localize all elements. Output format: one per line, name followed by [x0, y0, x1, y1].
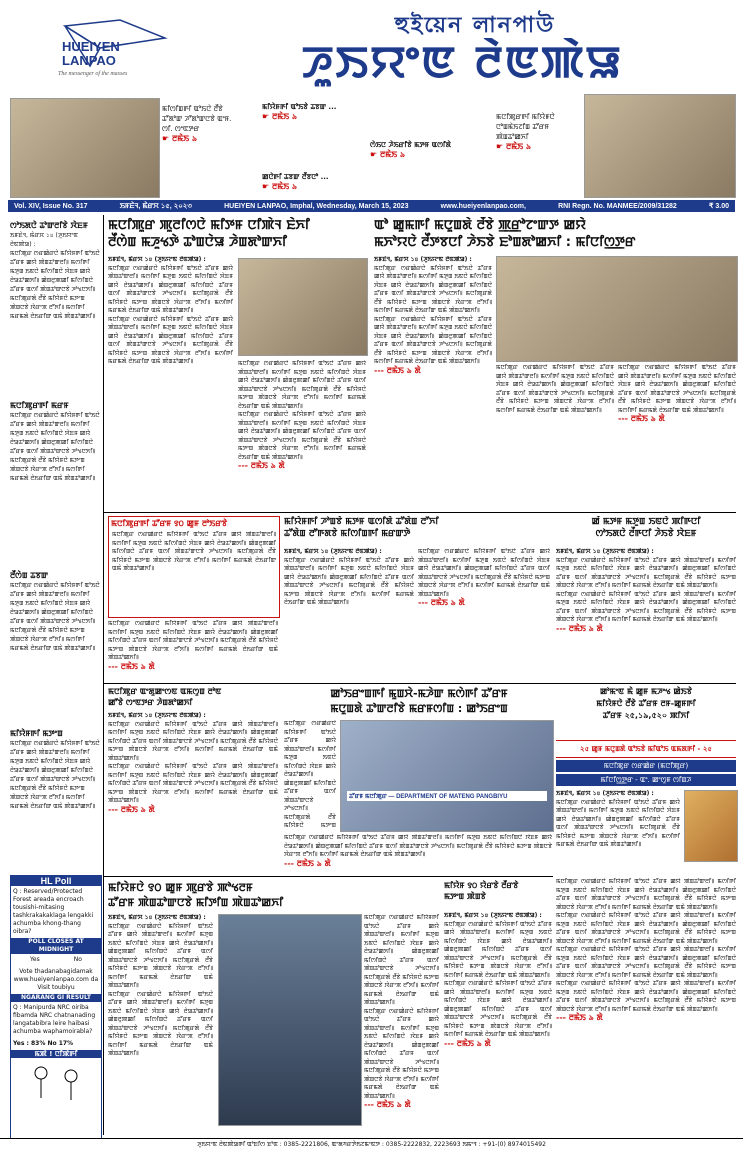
story-7-text: ꯏꯝꯐꯥꯜ, ꯃꯥꯔꯆ ১৪ (ꯍꯨꯏꯌꯦꯟ ꯂꯥꯟꯄꯥꯎ) : ꯃꯅꯤꯄꯨꯔ ꯁꯔꯀꯥꯔꯅꯥ ꯃꯤꯌꯥꯝꯒꯤ ꯑꯣꯏꯅꯥ ꯊꯧꯔꯝ ꯀꯌꯥ ꯄꯥꯡꯊꯣꯛꯂꯤ꯫ ꯃꯁꯤꯒꯤ ꯃꯇꯨꯡ ꯏꯟꯅꯥ ꯃꯤꯁꯤꯡꯅꯥ ꯋꯥꯐꯝ ꯀꯌꯥ ꯂꯥꯎꯊꯣꯀꯈꯤ꯫ ꯀꯥꯡꯂꯨꯄꯀꯤ ꯃꯤꯁꯤꯡꯅꯥ ꯊꯧꯔꯝ ꯑꯁꯤ ꯄꯥꯡꯊꯣꯛꯅꯕꯥ ꯍꯣꯠꯅꯈꯤ꯫ ꯃꯅꯤꯄꯨꯔꯗꯥ ꯂꯩꯕꯥ ꯃꯤꯌꯥꯝꯅꯥ ꯃꯇꯦꯡ ꯄꯥꯡꯅꯕꯥ ꯋꯥꯔꯦꯞ ꯂꯧꯈꯤ꯫ ꯃꯁꯤꯒꯤ ꯃꯔꯃꯗꯥ ꯂꯥꯏꯔꯤꯛ ꯑꯃꯥ ꯄꯥꯡꯊꯣꯀꯈꯤ꯫ ꯃꯅꯤꯄꯨꯔ ꯁꯔꯀꯥꯔꯅꯥ ꯃꯤꯌꯥꯝꯒꯤ ꯑꯣꯏꯅꯥ ꯊꯧꯔꯝ ꯀꯌꯥ ꯄꯥꯡꯊꯣꯛꯂꯤ꯫ ꯃꯁꯤꯒꯤ ꯃꯇꯨꯡ ꯏꯟꯅꯥ ꯃꯤꯁꯤꯡꯅꯥ ꯋꯥꯐꯝ ꯀꯌꯥ ꯂꯥꯎꯊꯣꯀꯈꯤ꯫ ꯀꯥꯡꯂꯨꯄꯀꯤ ꯃꯤꯁꯤꯡꯅꯥ ꯊꯧꯔꯝ ꯑꯁꯤ ꯄꯥꯡꯊꯣꯛꯅꯕꯥ ꯍꯣꯠꯅꯈꯤ꯫ ꯃꯅꯤꯄꯨꯔꯗꯥ ꯂꯩꯕꯥ ꯃꯤꯌꯥꯝꯅꯥ ꯃꯇꯦꯡ ꯄꯥꯡꯅꯕꯥ ꯋꯥꯔꯦꯞ ꯂꯧꯈꯤ꯫ ꯃꯁꯤꯒꯤ ꯃꯔꯃꯗꯥ ꯂꯥꯏꯔꯤꯛ ꯑꯃꯥ ꯄꯥꯡꯊꯣꯀꯈꯤ꯫ --- ꯂꯃꯥꯏ ৯ ꯗꯥ: [108, 712, 278, 814]
story-4-text-b: ꯃꯅꯤꯄꯨꯔ ꯁꯔꯀꯥꯔꯅꯥ ꯃꯤꯌꯥꯝꯒꯤ ꯑꯣꯏꯅꯥ ꯊꯧꯔꯝ ꯀꯌꯥ ꯄꯥꯡꯊꯣꯛꯂꯤ꯫ ꯃꯁꯤꯒꯤ ꯃꯇꯨꯡ ꯏꯟꯅꯥ ꯃꯤꯁꯤꯡꯅꯥ ꯋꯥꯐꯝ ꯀꯌꯥ ꯂꯥꯎꯊꯣꯀꯈꯤ꯫ ꯀꯥꯡꯂꯨꯄꯀꯤ ꯃꯤꯁꯤꯡꯅꯥ ꯊꯧꯔꯝ ꯑꯁꯤ ꯄꯥꯡꯊꯣꯛꯅꯕꯥ ꯍꯣꯠꯅꯈꯤ꯫ ꯃꯅꯤꯄꯨꯔꯗꯥ ꯂꯩꯕꯥ ꯃꯤꯌꯥꯝꯅꯥ ꯃꯇꯦꯡ ꯄꯥꯡꯅꯕꯥ ꯋꯥꯔꯦꯞ ꯂꯧꯈꯤ꯫ ꯃꯁꯤꯒꯤ ꯃꯔꯃꯗꯥ ꯂꯥꯏꯔꯤꯛ ꯑꯃꯥ ꯄꯥꯡꯊꯣꯀꯈꯤ꯫ --- ꯂꯃꯥꯏ ৯ ꯗꯥ: [418, 548, 550, 607]
date-local: ꯏꯝꯐꯥꯜ, ꯃꯥꯔꯆ ১৫, ২০২৩: [119, 203, 192, 210]
sidebar-story-1: ꯁꯣꯏꯗꯅꯥ ꯊꯣꯛꯂꯤꯕꯥ ꯋꯥꯐꯝ ꯏꯝꯐꯥꯜ, ꯃꯥꯔꯆ ১৪ (ꯍꯨꯏꯌꯦꯟ ꯂꯥꯟꯄꯥꯎ) : ꯃꯅꯤꯄꯨꯔ ꯁꯔꯀꯥꯔꯅꯥ ꯃꯤꯌꯥꯝꯒꯤ ꯑꯣꯏꯅꯥ ꯊꯧꯔꯝ ꯀꯌꯥ ꯄꯥꯡꯊꯣꯛꯂꯤ꯫ ꯃꯁꯤꯒꯤ ꯃꯇꯨꯡ ꯏꯟꯅꯥ ꯃꯤꯁꯤꯡꯅꯥ ꯋꯥꯐꯝ ꯀꯌꯥ ꯂꯥꯎꯊꯣꯀꯈꯤ꯫ ꯀꯥꯡꯂꯨꯄꯀꯤ ꯃꯤꯁꯤꯡꯅꯥ ꯊꯧꯔꯝ ꯑꯁꯤ ꯄꯥꯡꯊꯣꯛꯅꯕꯥ ꯍꯣꯠꯅꯈꯤ꯫ ꯃꯅꯤꯄꯨꯔꯗꯥ ꯂꯩꯕꯥ ꯃꯤꯌꯥꯝꯅꯥ ꯃꯇꯦꯡ ꯄꯥꯡꯅꯕꯥ ꯋꯥꯔꯦꯞ ꯂꯧꯈꯤ꯫ ꯃꯁꯤꯒꯤ ꯃꯔꯃꯗꯥ ꯂꯥꯏꯔꯤꯛ ꯑꯃꯥ ꯄꯥꯡꯊꯣꯀꯈꯤ꯫: [10, 221, 100, 320]
story-4-text-a: ꯏꯝꯐꯥꯜ, ꯃꯥꯔꯆ ১৪ (ꯍꯨꯏꯌꯦꯟ ꯂꯥꯟꯄꯥꯎ) : ꯃꯅꯤꯄꯨꯔ ꯁꯔꯀꯥꯔꯅꯥ ꯃꯤꯌꯥꯝꯒꯤ ꯑꯣꯏꯅꯥ ꯊꯧꯔꯝ ꯀꯌꯥ ꯄꯥꯡꯊꯣꯛꯂꯤ꯫ ꯃꯁꯤꯒꯤ ꯃꯇꯨꯡ ꯏꯟꯅꯥ ꯃꯤꯁꯤꯡꯅꯥ ꯋꯥꯐꯝ ꯀꯌꯥ ꯂꯥꯎꯊꯣꯀꯈꯤ꯫ ꯀꯥꯡꯂꯨꯄꯀꯤ ꯃꯤꯁꯤꯡꯅꯥ ꯊꯧꯔꯝ ꯑꯁꯤ ꯄꯥꯡꯊꯣꯛꯅꯕꯥ ꯍꯣꯠꯅꯈꯤ꯫ ꯃꯅꯤꯄꯨꯔꯗꯥ ꯂꯩꯕꯥ ꯃꯤꯌꯥꯝꯅꯥ ꯃꯇꯦꯡ ꯄꯥꯡꯅꯕꯥ ꯋꯥꯔꯦꯞ ꯂꯧꯈꯤ꯫ ꯃꯁꯤꯒꯤ ꯃꯔꯃꯗꯥ ꯂꯥꯏꯔꯤꯛ ꯑꯃꯥ ꯄꯥꯡꯊꯣꯀꯈꯤ꯫: [284, 548, 414, 606]
story-5-text: ꯏꯝꯐꯥꯜ, ꯃꯥꯔꯆ ১৪ (ꯍꯨꯏꯌꯦꯟ ꯂꯥꯟꯄꯥꯎ) : ꯃꯅꯤꯄꯨꯔ ꯁꯔꯀꯥꯔꯅꯥ ꯃꯤꯌꯥꯝꯒꯤ ꯑꯣꯏꯅꯥ ꯊꯧꯔꯝ ꯀꯌꯥ ꯄꯥꯡꯊꯣꯛꯂꯤ꯫ ꯃꯁꯤꯒꯤ ꯃꯇꯨꯡ ꯏꯟꯅꯥ ꯃꯤꯁꯤꯡꯅꯥ ꯋꯥꯐꯝ ꯀꯌꯥ ꯂꯥꯎꯊꯣꯀꯈꯤ꯫ ꯀꯥꯡꯂꯨꯄꯀꯤ ꯃꯤꯁꯤꯡꯅꯥ ꯊꯧꯔꯝ ꯑꯁꯤ ꯄꯥꯡꯊꯣꯛꯅꯕꯥ ꯍꯣꯠꯅꯈꯤ꯫ ꯃꯅꯤꯄꯨꯔꯗꯥ ꯂꯩꯕꯥ ꯃꯤꯌꯥꯝꯅꯥ ꯃꯇꯦꯡ ꯄꯥꯡꯅꯕꯥ ꯋꯥꯔꯦꯞ ꯂꯧꯈꯤ꯫ ꯃꯁꯤꯒꯤ ꯃꯔꯃꯗꯥ ꯂꯥꯏꯔꯤꯛ ꯑꯃꯥ ꯄꯥꯡꯊꯣꯀꯈꯤ꯫ ꯃꯅꯤꯄꯨꯔ ꯁꯔꯀꯥꯔꯅꯥ ꯃꯤꯌꯥꯝꯒꯤ ꯑꯣꯏꯅꯥ ꯊꯧꯔꯝ ꯀꯌꯥ ꯄꯥꯡꯊꯣꯛꯂꯤ꯫ ꯃꯁꯤꯒꯤ ꯃꯇꯨꯡ ꯏꯟꯅꯥ ꯃꯤꯁꯤꯡꯅꯥ ꯋꯥꯐꯝ ꯀꯌꯥ ꯂꯥꯎꯊꯣꯀꯈꯤ꯫ ꯀꯥꯡꯂꯨꯄꯀꯤ ꯃꯤꯁꯤꯡꯅꯥ ꯊꯧꯔꯝ ꯑꯁꯤ ꯄꯥꯡꯊꯣꯛꯅꯕꯥ ꯍꯣꯠꯅꯈꯤ꯫ ꯃꯅꯤꯄꯨꯔꯗꯥ ꯂꯩꯕꯥ ꯃꯤꯌꯥꯝꯅꯥ ꯃꯇꯦꯡ ꯄꯥꯡꯅꯕꯥ ꯋꯥꯔꯦꯞ ꯂꯧꯈꯤ꯫ ꯃꯁꯤꯒꯤ ꯃꯔꯃꯗꯥ ꯂꯥꯏꯔꯤꯛ ꯑꯃꯥ ꯄꯥꯡꯊꯣꯀꯈꯤ꯫ --- ꯂꯃꯥꯏ ৯ ꯗꯥ: [556, 548, 736, 633]
sidebar-story-3: ꯂꯩꯁꯥꯡ ꯊꯕꯛ ꯃꯅꯤꯄꯨꯔ ꯁꯔꯀꯥꯔꯅꯥ ꯃꯤꯌꯥꯝꯒꯤ ꯑꯣꯏꯅꯥ ꯊꯧꯔꯝ ꯀꯌꯥ ꯄꯥꯡꯊꯣꯛꯂꯤ꯫ ꯃꯁꯤꯒꯤ ꯃꯇꯨꯡ ꯏꯟꯅꯥ ꯃꯤꯁꯤꯡꯅꯥ ꯋꯥꯐꯝ ꯀꯌꯥ ꯂꯥꯎꯊꯣꯀꯈꯤ꯫ ꯀꯥꯡꯂꯨꯄꯀꯤ ꯃꯤꯁꯤꯡꯅꯥ ꯊꯧꯔꯝ ꯑꯁꯤ ꯄꯥꯡꯊꯣꯛꯅꯕꯥ ꯍꯣꯠꯅꯈꯤ꯫ ꯃꯅꯤꯄꯨꯔꯗꯥ ꯂꯩꯕꯥ ꯃꯤꯌꯥꯝꯅꯥ ꯃꯇꯦꯡ ꯄꯥꯡꯅꯕꯥ ꯋꯥꯔꯦꯞ ꯂꯧꯈꯤ꯫ ꯃꯁꯤꯒꯤ ꯃꯔꯃꯗꯥ ꯂꯥꯏꯔꯤꯛ ꯑꯃꯥ ꯄꯥꯡꯊꯣꯀꯈꯤ꯫: [10, 571, 100, 652]
teaser-1: ꯃꯤꯁꯤꯡꯒꯤ ꯑꯣꯏꯅꯥ ꯂꯩꯕꯥ ꯊꯧꯗꯣꯛ ꯍꯧꯗꯣꯛꯅꯕꯥ ꯑꯦꯝ. ꯁꯤ. ꯁꯦꯟꯇꯔ ☛ ꯂꯃꯥꯏ ৯: [162, 104, 234, 144]
poll-closes: POLL CLOSES AT MIDNIGHT: [11, 938, 101, 954]
teaser-4: ꯀꯅꯥꯒꯤ ꯊꯕꯛ ꯂꯩꯕꯅꯣ ... ☛ ꯂꯃꯥꯏ ৯: [262, 172, 392, 192]
headline-1: ꯃꯅꯤꯄꯨꯔ ꯄꯨꯂꯤꯁꯅꯥ ꯃꯤꯇꯝ ꯅꯤꯄꯥꯜ ꯐꯥꯈꯤ ꯂꯩꯁꯥꯡ ꯃꯍꯨꯠꯇꯥ ꯊꯣꯡꯅꯥꯎ ꯍꯥꯡꯗꯣꯛꯈꯤ: [108, 218, 310, 250]
info-bar: [8, 200, 735, 212]
story-1-text-b: ꯃꯅꯤꯄꯨꯔ ꯁꯔꯀꯥꯔꯅꯥ ꯃꯤꯌꯥꯝꯒꯤ ꯑꯣꯏꯅꯥ ꯊꯧꯔꯝ ꯀꯌꯥ ꯄꯥꯡꯊꯣꯛꯂꯤ꯫ ꯃꯁꯤꯒꯤ ꯃꯇꯨꯡ ꯏꯟꯅꯥ ꯃꯤꯁꯤꯡꯅꯥ ꯋꯥꯐꯝ ꯀꯌꯥ ꯂꯥꯎꯊꯣꯀꯈꯤ꯫ ꯀꯥꯡꯂꯨꯄꯀꯤ ꯃꯤꯁꯤꯡꯅꯥ ꯊꯧꯔꯝ ꯑꯁꯤ ꯄꯥꯡꯊꯣꯛꯅꯕꯥ ꯍꯣꯠꯅꯈꯤ꯫ ꯃꯅꯤꯄꯨꯔꯗꯥ ꯂꯩꯕꯥ ꯃꯤꯌꯥꯝꯅꯥ ꯃꯇꯦꯡ ꯄꯥꯡꯅꯕꯥ ꯋꯥꯔꯦꯞ ꯂꯧꯈꯤ꯫ ꯃꯁꯤꯒꯤ ꯃꯔꯃꯗꯥ ꯂꯥꯏꯔꯤꯛ ꯑꯃꯥ ꯄꯥꯡꯊꯣꯀꯈꯤ꯫ ꯃꯅꯤꯄꯨꯔ ꯁꯔꯀꯥꯔꯅꯥ ꯃꯤꯌꯥꯝꯒꯤ ꯑꯣꯏꯅꯥ ꯊꯧꯔꯝ ꯀꯌꯥ ꯄꯥꯡꯊꯣꯛꯂꯤ꯫ ꯃꯁꯤꯒꯤ ꯃꯇꯨꯡ ꯏꯟꯅꯥ ꯃꯤꯁꯤꯡꯅꯥ ꯋꯥꯐꯝ ꯀꯌꯥ ꯂꯥꯎꯊꯣꯀꯈꯤ꯫ ꯀꯥꯡꯂꯨꯄꯀꯤ ꯃꯤꯁꯤꯡꯅꯥ ꯊꯧꯔꯝ ꯑꯁꯤ ꯄꯥꯡꯊꯣꯛꯅꯕꯥ ꯍꯣꯠꯅꯈꯤ꯫ ꯃꯅꯤꯄꯨꯔꯗꯥ ꯂꯩꯕꯥ ꯃꯤꯌꯥꯝꯅꯥ ꯃꯇꯦꯡ ꯄꯥꯡꯅꯕꯥ ꯋꯥꯔꯦꯞ ꯂꯧꯈꯤ꯫ ꯃꯁꯤꯒꯤ ꯃꯔꯃꯗꯥ ꯂꯥꯏꯔꯤꯛ ꯑꯃꯥ ꯄꯥꯡꯊꯣꯀꯈꯤ꯫ --- ꯂꯃꯥꯏ ৯ ꯗꯥ: [238, 360, 366, 470]
headline-9: ꯃꯤꯌꯥꯝ ꯱꯰ ꯌꯥꯔꯕꯥ ꯂꯩꯔꯕꯥ ꯃꯇꯦꯡ ꯄꯥꯡꯕꯥ: [444, 881, 519, 901]
headline-7: ꯃꯅꯤꯄꯨꯔ ꯑꯦꯗꯨꯀꯦꯁꯟ ꯑꯃꯁꯨꯡ ꯂꯣꯟ ꯀꯧꯕꯥ ꯁꯦꯟꯇꯔ ꯍꯥꯡꯗꯣꯀꯈꯤ: [108, 687, 222, 707]
story-1-photo: [238, 258, 368, 356]
teaser-4-link[interactable]: ☛ ꯂꯃꯥꯏ ৯: [262, 182, 298, 191]
headline-6: ꯀꯣꯏꯔꯦꯡꯒꯤ ꯃꯨꯡꯆꯥ-ꯃꯍꯥꯛ ꯃꯁꯥꯒꯤ ꯊꯧꯔꯝ ꯃꯅꯨꯡꯗꯥ ꯊꯣꯛꯂꯤꯕꯥ ꯃꯔꯝꯁꯤꯡ : ꯀꯣꯏꯔꯦꯡ: [330, 687, 508, 715]
story-6-text-a: ꯃꯅꯤꯄꯨꯔ ꯁꯔꯀꯥꯔꯅꯥ ꯃꯤꯌꯥꯝꯒꯤ ꯑꯣꯏꯅꯥ ꯊꯧꯔꯝ ꯀꯌꯥ ꯄꯥꯡꯊꯣꯛꯂꯤ꯫ ꯃꯁꯤꯒꯤ ꯃꯇꯨꯡ ꯏꯟꯅꯥ ꯃꯤꯁꯤꯡꯅꯥ ꯋꯥꯐꯝ ꯀꯌꯥ ꯂꯥꯎꯊꯣꯀꯈꯤ꯫ ꯀꯥꯡꯂꯨꯄꯀꯤ ꯃꯤꯁꯤꯡꯅꯥ ꯊꯧꯔꯝ ꯑꯁꯤ ꯄꯥꯡꯊꯣꯛꯅꯕꯥ ꯍꯣꯠꯅꯈꯤ꯫ ꯃꯅꯤꯄꯨꯔꯗꯥ ꯂꯩꯕꯥ ꯃꯤꯌꯥꯝꯅꯥ ꯃꯇꯦꯡ: [284, 720, 336, 829]
sidebar-story-4: ꯃꯤꯌꯥꯝꯒꯤ ꯃꯇꯦꯡ ꯃꯅꯤꯄꯨꯔ ꯁꯔꯀꯥꯔꯅꯥ ꯃꯤꯌꯥꯝꯒꯤ ꯑꯣꯏꯅꯥ ꯊꯧꯔꯝ ꯀꯌꯥ ꯄꯥꯡꯊꯣꯛꯂꯤ꯫ ꯃꯁꯤꯒꯤ ꯃꯇꯨꯡ ꯏꯟꯅꯥ ꯃꯤꯁꯤꯡꯅꯥ ꯋꯥꯐꯝ ꯀꯌꯥ ꯂꯥꯎꯊꯣꯀꯈꯤ꯫ ꯀꯥꯡꯂꯨꯄꯀꯤ ꯃꯤꯁꯤꯡꯅꯥ ꯊꯧꯔꯝ ꯑꯁꯤ ꯄꯥꯡꯊꯣꯛꯅꯕꯥ ꯍꯣꯠꯅꯈꯤ꯫ ꯃꯅꯤꯄꯨꯔꯗꯥ ꯂꯩꯕꯥ ꯃꯤꯌꯥꯝꯅꯥ ꯃꯇꯦꯡ ꯄꯥꯡꯅꯕꯥ ꯋꯥꯔꯦꯞ ꯂꯧꯈꯤ꯫ ꯃꯁꯤꯒꯤ ꯃꯔꯃꯗꯥ ꯂꯥꯏꯔꯤꯛ ꯑꯃꯥ ꯄꯥꯡꯊꯣꯀꯈꯤ꯫: [10, 729, 100, 810]
rni: RNI Regn. No. MANMEE/2009/31282: [558, 202, 677, 210]
right-panel-text-a: ꯏꯝꯐꯥꯜ, ꯃꯥꯔꯆ ১৪ (ꯍꯨꯏꯌꯦꯟ ꯂꯥꯟꯄꯥꯎ) : ꯃꯅꯤꯄꯨꯔ ꯁꯔꯀꯥꯔꯅꯥ ꯃꯤꯌꯥꯝꯒꯤ ꯑꯣꯏꯅꯥ ꯊꯧꯔꯝ ꯀꯌꯥ ꯄꯥꯡꯊꯣꯛꯂꯤ꯫ ꯃꯁꯤꯒꯤ ꯃꯇꯨꯡ ꯏꯟꯅꯥ ꯃꯤꯁꯤꯡꯅꯥ ꯋꯥꯐꯝ ꯀꯌꯥ ꯂꯥꯎꯊꯣꯀꯈꯤ꯫ ꯀꯥꯡꯂꯨꯄꯀꯤ ꯃꯤꯁꯤꯡꯅꯥ ꯊꯧꯔꯝ ꯑꯁꯤ ꯄꯥꯡꯊꯣꯛꯅꯕꯥ ꯍꯣꯠꯅꯈꯤ꯫ ꯃꯅꯤꯄꯨꯔꯗꯥ ꯂꯩꯕꯥ ꯃꯤꯌꯥꯝꯅꯥ ꯃꯇꯦꯡ ꯄꯥꯡꯅꯕꯥ ꯋꯥꯔꯦꯞ ꯂꯧꯈꯤ꯫ ꯃꯁꯤꯒꯤ ꯃꯔꯃꯗꯥ ꯂꯥꯏꯔꯤꯛ ꯑꯃꯥ ꯄꯥꯡꯊꯣꯀꯈꯤ꯫: [556, 790, 680, 848]
story-2-photo: [496, 256, 738, 362]
right-panel-headline: ꯀꯣꯃꯦꯟ ꯃꯥ ꯀꯨꯝ ꯃꯍꯦꯠ ꯀꯥꯏꯕꯥ ꯃꯤꯌꯥꯝꯅꯥ ꯂꯩꯕꯥ ꯊꯧꯔꯝ ꯂꯝ-ꯀꯨꯝꯒꯤ ꯊꯧꯔꯝ ২৫,১৯,৫২০ ꯄꯤꯈꯤ: [596, 687, 696, 720]
cartoon: [11, 1058, 101, 1108]
headline-4: ꯃꯤꯌꯥꯝꯒꯤ ꯍꯣꯡꯕꯥ ꯃꯇꯝ ꯑꯁꯤꯗꯥ ꯊꯧꯗꯥꯡ ꯂꯧꯈꯤ ꯊꯧꯗꯥꯡ ꯂꯧꯒꯗꯕꯥ ꯃꯤꯁꯤꯡꯒꯤ ꯃꯔꯛꯇꯥ: [284, 517, 439, 539]
masthead-title: ꯍꯨꯏꯌꯦꯟ ꯂꯥꯟꯄꯥꯎ: [301, 38, 624, 88]
sidebar-story-2: ꯃꯅꯤꯄꯨꯔꯒꯤ ꯃꯔꯝ ꯃꯅꯤꯄꯨꯔ ꯁꯔꯀꯥꯔꯅꯥ ꯃꯤꯌꯥꯝꯒꯤ ꯑꯣꯏꯅꯥ ꯊꯧꯔꯝ ꯀꯌꯥ ꯄꯥꯡꯊꯣꯛꯂꯤ꯫ ꯃꯁꯤꯒꯤ ꯃꯇꯨꯡ ꯏꯟꯅꯥ ꯃꯤꯁꯤꯡꯅꯥ ꯋꯥꯐꯝ ꯀꯌꯥ ꯂꯥꯎꯊꯣꯀꯈꯤ꯫ ꯀꯥꯡꯂꯨꯄꯀꯤ ꯃꯤꯁꯤꯡꯅꯥ ꯊꯧꯔꯝ ꯑꯁꯤ ꯄꯥꯡꯊꯣꯛꯅꯕꯥ ꯍꯣꯠꯅꯈꯤ꯫ ꯃꯅꯤꯄꯨꯔꯗꯥ ꯂꯩꯕꯥ ꯃꯤꯌꯥꯝꯅꯥ ꯃꯇꯦꯡ ꯄꯥꯡꯅꯕꯥ ꯋꯥꯔꯦꯞ ꯂꯧꯈꯤ꯫ ꯃꯁꯤꯒꯤ ꯃꯔꯃꯗꯥ ꯂꯥꯏꯔꯤꯛ ꯑꯃꯥ ꯄꯥꯡꯊꯣꯀꯈꯤ꯫: [10, 401, 100, 482]
story-8-photo: [218, 914, 362, 1126]
story-2-text-a: ꯏꯝꯐꯥꯜ, ꯃꯥꯔꯆ ১৪ (ꯍꯨꯏꯌꯦꯟ ꯂꯥꯟꯄꯥꯎ) : ꯃꯅꯤꯄꯨꯔ ꯁꯔꯀꯥꯔꯅꯥ ꯃꯤꯌꯥꯝꯒꯤ ꯑꯣꯏꯅꯥ ꯊꯧꯔꯝ ꯀꯌꯥ ꯄꯥꯡꯊꯣꯛꯂꯤ꯫ ꯃꯁꯤꯒꯤ ꯃꯇꯨꯡ ꯏꯟꯅꯥ ꯃꯤꯁꯤꯡꯅꯥ ꯋꯥꯐꯝ ꯀꯌꯥ ꯂꯥꯎꯊꯣꯀꯈꯤ꯫ ꯀꯥꯡꯂꯨꯄꯀꯤ ꯃꯤꯁꯤꯡꯅꯥ ꯊꯧꯔꯝ ꯑꯁꯤ ꯄꯥꯡꯊꯣꯛꯅꯕꯥ ꯍꯣꯠꯅꯈꯤ꯫ ꯃꯅꯤꯄꯨꯔꯗꯥ ꯂꯩꯕꯥ ꯃꯤꯌꯥꯝꯅꯥ ꯃꯇꯦꯡ ꯄꯥꯡꯅꯕꯥ ꯋꯥꯔꯦꯞ ꯂꯧꯈꯤ꯫ ꯃꯁꯤꯒꯤ ꯃꯔꯃꯗꯥ ꯂꯥꯏꯔꯤꯛ ꯑꯃꯥ ꯄꯥꯡꯊꯣꯀꯈꯤ꯫ ꯃꯅꯤꯄꯨꯔ ꯁꯔꯀꯥꯔꯅꯥ ꯃꯤꯌꯥꯝꯒꯤ ꯑꯣꯏꯅꯥ ꯊꯧꯔꯝ ꯀꯌꯥ ꯄꯥꯡꯊꯣꯛꯂꯤ꯫ ꯃꯁꯤꯒꯤ ꯃꯇꯨꯡ ꯏꯟꯅꯥ ꯃꯤꯁꯤꯡꯅꯥ ꯋꯥꯐꯝ ꯀꯌꯥ ꯂꯥꯎꯊꯣꯀꯈꯤ꯫ ꯀꯥꯡꯂꯨꯄꯀꯤ ꯃꯤꯁꯤꯡꯅꯥ ꯊꯧꯔꯝ ꯑꯁꯤ ꯄꯥꯡꯊꯣꯛꯅꯕꯥ ꯍꯣꯠꯅꯈꯤ꯫ ꯃꯅꯤꯄꯨꯔꯗꯥ ꯂꯩꯕꯥ ꯃꯤꯌꯥꯝꯅꯥ ꯃꯇꯦꯡ ꯄꯥꯡꯅꯕꯥ ꯋꯥꯔꯦꯞ ꯂꯧꯈꯤ꯫ ꯃꯁꯤꯒꯤ ꯃꯔꯃꯗꯥ ꯂꯥꯏꯔꯤꯛ ꯑꯃꯥ ꯄꯥꯡꯊꯣꯀꯈꯤ꯫ --- ꯂꯃꯥꯏ ৯ ꯗꯥ: [374, 256, 492, 375]
masthead-bengali: হুইয়েন লানপাউ: [394, 13, 556, 38]
story-9-text: ꯏꯝꯐꯥꯜ, ꯃꯥꯔꯆ ১৪ (ꯍꯨꯏꯌꯦꯟ ꯂꯥꯟꯄꯥꯎ) : ꯃꯅꯤꯄꯨꯔ ꯁꯔꯀꯥꯔꯅꯥ ꯃꯤꯌꯥꯝꯒꯤ ꯑꯣꯏꯅꯥ ꯊꯧꯔꯝ ꯀꯌꯥ ꯄꯥꯡꯊꯣꯛꯂꯤ꯫ ꯃꯁꯤꯒꯤ ꯃꯇꯨꯡ ꯏꯟꯅꯥ ꯃꯤꯁꯤꯡꯅꯥ ꯋꯥꯐꯝ ꯀꯌꯥ ꯂꯥꯎꯊꯣꯀꯈꯤ꯫ ꯀꯥꯡꯂꯨꯄꯀꯤ ꯃꯤꯁꯤꯡꯅꯥ ꯊꯧꯔꯝ ꯑꯁꯤ ꯄꯥꯡꯊꯣꯛꯅꯕꯥ ꯍꯣꯠꯅꯈꯤ꯫ ꯃꯅꯤꯄꯨꯔꯗꯥ ꯂꯩꯕꯥ ꯃꯤꯌꯥꯝꯅꯥ ꯃꯇꯦꯡ ꯄꯥꯡꯅꯕꯥ ꯋꯥꯔꯦꯞ ꯂꯧꯈꯤ꯫ ꯃꯁꯤꯒꯤ ꯃꯔꯃꯗꯥ ꯂꯥꯏꯔꯤꯛ ꯑꯃꯥ ꯄꯥꯡꯊꯣꯀꯈꯤ꯫ ꯃꯅꯤꯄꯨꯔ ꯁꯔꯀꯥꯔꯅꯥ ꯃꯤꯌꯥꯝꯒꯤ ꯑꯣꯏꯅꯥ ꯊꯧꯔꯝ ꯀꯌꯥ ꯄꯥꯡꯊꯣꯛꯂꯤ꯫ ꯃꯁꯤꯒꯤ ꯃꯇꯨꯡ ꯏꯟꯅꯥ ꯃꯤꯁꯤꯡꯅꯥ ꯋꯥꯐꯝ ꯀꯌꯥ ꯂꯥꯎꯊꯣꯀꯈꯤ꯫ ꯀꯥꯡꯂꯨꯄꯀꯤ ꯃꯤꯁꯤꯡꯅꯥ ꯊꯧꯔꯝ ꯑꯁꯤ ꯄꯥꯡꯊꯣꯛꯅꯕꯥ ꯍꯣꯠꯅꯈꯤ꯫ ꯃꯅꯤꯄꯨꯔꯗꯥ ꯂꯩꯕꯥ ꯃꯤꯌꯥꯝꯅꯥ ꯃꯇꯦꯡ ꯄꯥꯡꯅꯕꯥ ꯋꯥꯔꯦꯞ ꯂꯧꯈꯤ꯫ ꯃꯁꯤꯒꯤ ꯃꯔꯃꯗꯥ ꯂꯥꯏꯔꯤꯛ ꯑꯃꯥ ꯄꯥꯡꯊꯣꯀꯈꯤ꯫ --- ꯂꯃꯥꯏ ৯ ꯗꯥ: [444, 912, 552, 1048]
story-6-photo: [340, 720, 554, 832]
result-question: Q : Manipurda NRC oiriba fibamda NRC chatnanading langatabibra leire haibasi achumba waphamoirabla?: [13, 1004, 96, 1035]
right-panel-photo: [684, 790, 738, 862]
poll-question: Q : Reserved/Protected Forest areada encroach tousishi-mitasing tashkrakakaklaga lengakki achumba khong-thang oibra?: [13, 888, 94, 935]
name-box-2: ꯃꯤꯅꯤꯁ꯭ꯇꯔ - ꯑꯦ. ꯀꯦꯁꯨꯝ ꯁꯤꯡꯍ: [556, 774, 736, 786]
story-8-text-b: ꯃꯅꯤꯄꯨꯔ ꯁꯔꯀꯥꯔꯅꯥ ꯃꯤꯌꯥꯝꯒꯤ ꯑꯣꯏꯅꯥ ꯊꯧꯔꯝ ꯀꯌꯥ ꯄꯥꯡꯊꯣꯛꯂꯤ꯫ ꯃꯁꯤꯒꯤ ꯃꯇꯨꯡ ꯏꯟꯅꯥ ꯃꯤꯁꯤꯡꯅꯥ ꯋꯥꯐꯝ ꯀꯌꯥ ꯂꯥꯎꯊꯣꯀꯈꯤ꯫ ꯀꯥꯡꯂꯨꯄꯀꯤ ꯃꯤꯁꯤꯡꯅꯥ ꯊꯧꯔꯝ ꯑꯁꯤ ꯄꯥꯡꯊꯣꯛꯅꯕꯥ ꯍꯣꯠꯅꯈꯤ꯫ ꯃꯅꯤꯄꯨꯔꯗꯥ ꯂꯩꯕꯥ ꯃꯤꯌꯥꯝꯅꯥ ꯃꯇꯦꯡ ꯄꯥꯡꯅꯕꯥ ꯋꯥꯔꯦꯞ ꯂꯧꯈꯤ꯫ ꯃꯁꯤꯒꯤ ꯃꯔꯃꯗꯥ ꯂꯥꯏꯔꯤꯛ ꯑꯃꯥ ꯄꯥꯡꯊꯣꯀꯈꯤ꯫ ꯃꯅꯤꯄꯨꯔ ꯁꯔꯀꯥꯔꯅꯥ ꯃꯤꯌꯥꯝꯒꯤ ꯑꯣꯏꯅꯥ ꯊꯧꯔꯝ ꯀꯌꯥ ꯄꯥꯡꯊꯣꯛꯂꯤ꯫ ꯃꯁꯤꯒꯤ ꯃꯇꯨꯡ ꯏꯟꯅꯥ ꯃꯤꯁꯤꯡꯅꯥ ꯋꯥꯐꯝ ꯀꯌꯥ ꯂꯥꯎꯊꯣꯀꯈꯤ꯫ ꯀꯥꯡꯂꯨꯄꯀꯤ ꯃꯤꯁꯤꯡꯅꯥ ꯊꯧꯔꯝ ꯑꯁꯤ ꯄꯥꯡꯊꯣꯛꯅꯕꯥ ꯍꯣꯠꯅꯈꯤ꯫ ꯃꯅꯤꯄꯨꯔꯗꯥ ꯂꯩꯕꯥ ꯃꯤꯌꯥꯝꯅꯥ ꯃꯇꯦꯡ ꯄꯥꯡꯅꯕꯥ ꯋꯥꯔꯦꯞ ꯂꯧꯈꯤ꯫ ꯃꯁꯤꯒꯤ ꯃꯔꯃꯗꯥ ꯂꯥꯏꯔꯤꯛ ꯑꯃꯥ ꯄꯥꯡꯊꯣꯀꯈꯤ꯫ --- ꯂꯃꯥꯏ ৯ ꯗꯥ: [364, 914, 439, 1109]
cartoon-title: ꯃꯄꯥ ! ꯅꯤꯄꯥꯒꯤ: [11, 1050, 101, 1058]
front-photo-left: [10, 98, 160, 198]
teaser-2-link[interactable]: ☛ ꯂꯃꯥꯏ ৯: [262, 112, 298, 121]
logo-name: HUEIYEN LANPAO: [62, 39, 120, 68]
footer: ꯍꯨꯏꯌꯦꯟ ꯂꯥꯟꯄꯥꯎꯒꯤ ꯑꯣꯐꯤꯁ ꯐꯣꯟ : 0385-2221806, ꯑꯦꯗꯚꯔꯇꯥꯏꯖꯃꯦꯟꯇ : 0385-2222832, 2223693 ꯏꯃꯦꯜ : +91-(0) 8974015492: [0, 1138, 743, 1151]
poll-no[interactable]: No: [73, 956, 82, 963]
teaser-3-link[interactable]: ☛ ꯂꯃꯥꯏ ৯: [370, 150, 406, 159]
headline-8: ꯃꯤꯌꯥꯝꯅꯥ ꯱꯰ ꯀꯨꯝ ꯄꯨꯔꯕꯥ ꯄꯣꯠꯂꯝ ꯊꯧꯔꯝ ꯄꯥꯡꯊꯣꯛꯅꯕꯥ ꯃꯤꯇꯤꯡ ꯄꯥꯡꯊꯣꯀꯈꯤ: [108, 881, 284, 909]
poll-vote-text: Vote thadanabagidamak www.hueiyenlanpao.com da Visit toubiyu: [13, 968, 99, 991]
story-3-box: ꯃꯅꯤꯄꯨꯔꯒꯤ ꯊꯧꯔꯝ ꯱꯰ ꯀꯨꯝ ꯂꯣꯏꯔꯕꯥ ꯃꯅꯤꯄꯨꯔ ꯁꯔꯀꯥꯔꯅꯥ ꯃꯤꯌꯥꯝꯒꯤ ꯑꯣꯏꯅꯥ ꯊꯧꯔꯝ ꯀꯌꯥ ꯄꯥꯡꯊꯣꯛꯂꯤ꯫ ꯃꯁꯤꯒꯤ ꯃꯇꯨꯡ ꯏꯟꯅꯥ ꯃꯤꯁꯤꯡꯅꯥ ꯋꯥꯐꯝ ꯀꯌꯥ ꯂꯥꯎꯊꯣꯀꯈꯤ꯫ ꯀꯥꯡꯂꯨꯄꯀꯤ ꯃꯤꯁꯤꯡꯅꯥ ꯊꯧꯔꯝ ꯑꯁꯤ ꯄꯥꯡꯊꯣꯛꯅꯕꯥ ꯍꯣꯠꯅꯈꯤ꯫ ꯃꯅꯤꯄꯨꯔꯗꯥ ꯂꯩꯕꯥ ꯃꯤꯌꯥꯝꯅꯥ ꯃꯇꯦꯡ ꯄꯥꯡꯅꯕꯥ ꯋꯥꯔꯦꯞ ꯂꯧꯈꯤ꯫ ꯃꯁꯤꯒꯤ ꯃꯔꯃꯗꯥ ꯂꯥꯏꯔꯤꯛ ꯑꯃꯥ ꯄꯥꯡꯊꯣꯀꯈꯤ꯫: [108, 516, 280, 618]
teaser-2: ꯃꯤꯌꯥꯝꯒꯤ ꯑꯣꯏꯕꯥ ꯊꯕꯛ ... ☛ ꯂꯃꯥꯏ ৯: [262, 102, 392, 122]
result-values: Yes : 83% No 17%: [13, 1040, 74, 1047]
teaser-1-link[interactable]: ☛ ꯂꯃꯥꯏ ৯: [162, 134, 198, 143]
teaser-5: ꯃꯅꯤꯄꯨꯔꯒꯤ ꯃꯤꯌꯥꯝꯅꯥ ꯅꯣꯡꯃꯥꯏꯖꯤꯡ ꯊꯧꯔꯝ ꯄꯥꯡꯊꯣꯀꯈꯤ ☛ ꯂꯃꯥꯏ ৯: [496, 112, 580, 152]
right-panel-red-box: ২৫ ꯀꯨꯝ ꯃꯅꯨꯡꯗꯥ ꯑꯣꯏꯕꯥ ꯃꯤꯑꯣꯏ ꯑꯃꯗꯒꯤ - ২৫: [556, 740, 736, 758]
story-8-text-a: ꯏꯝꯐꯥꯜ, ꯃꯥꯔꯆ ১৪ (ꯍꯨꯏꯌꯦꯟ ꯂꯥꯟꯄꯥꯎ) : ꯃꯅꯤꯄꯨꯔ ꯁꯔꯀꯥꯔꯅꯥ ꯃꯤꯌꯥꯝꯒꯤ ꯑꯣꯏꯅꯥ ꯊꯧꯔꯝ ꯀꯌꯥ ꯄꯥꯡꯊꯣꯛꯂꯤ꯫ ꯃꯁꯤꯒꯤ ꯃꯇꯨꯡ ꯏꯟꯅꯥ ꯃꯤꯁꯤꯡꯅꯥ ꯋꯥꯐꯝ ꯀꯌꯥ ꯂꯥꯎꯊꯣꯀꯈꯤ꯫ ꯀꯥꯡꯂꯨꯄꯀꯤ ꯃꯤꯁꯤꯡꯅꯥ ꯊꯧꯔꯝ ꯑꯁꯤ ꯄꯥꯡꯊꯣꯛꯅꯕꯥ ꯍꯣꯠꯅꯈꯤ꯫ ꯃꯅꯤꯄꯨꯔꯗꯥ ꯂꯩꯕꯥ ꯃꯤꯌꯥꯝꯅꯥ ꯃꯇꯦꯡ ꯄꯥꯡꯅꯕꯥ ꯋꯥꯔꯦꯞ ꯂꯧꯈꯤ꯫ ꯃꯁꯤꯒꯤ ꯃꯔꯃꯗꯥ ꯂꯥꯏꯔꯤꯛ ꯑꯃꯥ ꯄꯥꯡꯊꯣꯀꯈꯤ꯫ ꯃꯅꯤꯄꯨꯔ ꯁꯔꯀꯥꯔꯅꯥ ꯃꯤꯌꯥꯝꯒꯤ ꯑꯣꯏꯅꯥ ꯊꯧꯔꯝ ꯀꯌꯥ ꯄꯥꯡꯊꯣꯛꯂꯤ꯫ ꯃꯁꯤꯒꯤ ꯃꯇꯨꯡ ꯏꯟꯅꯥ ꯃꯤꯁꯤꯡꯅꯥ ꯋꯥꯐꯝ ꯀꯌꯥ ꯂꯥꯎꯊꯣꯀꯈꯤ꯫ ꯀꯥꯡꯂꯨꯄꯀꯤ ꯃꯤꯁꯤꯡꯅꯥ ꯊꯧꯔꯝ ꯑꯁꯤ ꯄꯥꯡꯊꯣꯛꯅꯕꯥ ꯍꯣꯠꯅꯈꯤ꯫ ꯃꯅꯤꯄꯨꯔꯗꯥ ꯂꯩꯕꯥ ꯃꯤꯌꯥꯝꯅꯥ ꯃꯇꯦꯡ ꯄꯥꯡꯅꯕꯥ ꯋꯥꯔꯦꯞ ꯂꯧꯈꯤ꯫ ꯃꯁꯤꯒꯤ ꯃꯔꯃꯗꯥ ꯂꯥꯏꯔꯤꯛ ꯑꯃꯥ ꯄꯥꯡꯊꯣꯀꯈꯤ꯫: [108, 914, 213, 1057]
banner-text: ꯊꯧꯔꯝ ꯃꯅꯤꯄꯨꯔ — DEPARTMENT OF MATENG PANGBIYU: [347, 791, 547, 801]
website[interactable]: www.hueiyenlanpao.com,: [440, 202, 526, 210]
logo-tagline: The messenger of the masses: [58, 71, 128, 77]
story-6-text-b: ꯃꯅꯤꯄꯨꯔ ꯁꯔꯀꯥꯔꯅꯥ ꯃꯤꯌꯥꯝꯒꯤ ꯑꯣꯏꯅꯥ ꯊꯧꯔꯝ ꯀꯌꯥ ꯄꯥꯡꯊꯣꯛꯂꯤ꯫ ꯃꯁꯤꯒꯤ ꯃꯇꯨꯡ ꯏꯟꯅꯥ ꯃꯤꯁꯤꯡꯅꯥ ꯋꯥꯐꯝ ꯀꯌꯥ ꯂꯥꯎꯊꯣꯀꯈꯤ꯫ ꯀꯥꯡꯂꯨꯄꯀꯤ ꯃꯤꯁꯤꯡꯅꯥ ꯊꯧꯔꯝ ꯑꯁꯤ ꯄꯥꯡꯊꯣꯛꯅꯕꯥ ꯍꯣꯠꯅꯈꯤ꯫ ꯃꯅꯤꯄꯨꯔꯗꯥ ꯂꯩꯕꯥ ꯃꯤꯌꯥꯝꯅꯥ ꯃꯇꯦꯡ ꯄꯥꯡꯅꯕꯥ ꯋꯥꯔꯦꯞ ꯂꯧꯈꯤ꯫ ꯃꯁꯤꯒꯤ ꯃꯔꯃꯗꯥ ꯂꯥꯏꯔꯤꯛ ꯑꯃꯥ ꯄꯥꯡꯊꯣꯀꯈꯤ꯫ --- ꯂꯃꯥꯏ ৯ ꯗꯥ: [284, 834, 552, 868]
result-head: NGARANG GI RESULT: [11, 994, 101, 1002]
story-2-text-c: ꯃꯅꯤꯄꯨꯔ ꯁꯔꯀꯥꯔꯅꯥ ꯃꯤꯌꯥꯝꯒꯤ ꯑꯣꯏꯅꯥ ꯊꯧꯔꯝ ꯀꯌꯥ ꯄꯥꯡꯊꯣꯛꯂꯤ꯫ ꯃꯁꯤꯒꯤ ꯃꯇꯨꯡ ꯏꯟꯅꯥ ꯃꯤꯁꯤꯡꯅꯥ ꯋꯥꯐꯝ ꯀꯌꯥ ꯂꯥꯎꯊꯣꯀꯈꯤ꯫ ꯀꯥꯡꯂꯨꯄꯀꯤ ꯃꯤꯁꯤꯡꯅꯥ ꯊꯧꯔꯝ ꯑꯁꯤ ꯄꯥꯡꯊꯣꯛꯅꯕꯥ ꯍꯣꯠꯅꯈꯤ꯫ ꯃꯅꯤꯄꯨꯔꯗꯥ ꯂꯩꯕꯥ ꯃꯤꯌꯥꯝꯅꯥ ꯃꯇꯦꯡ ꯄꯥꯡꯅꯕꯥ ꯋꯥꯔꯦꯞ ꯂꯧꯈꯤ꯫ ꯃꯁꯤꯒꯤ ꯃꯔꯃꯗꯥ ꯂꯥꯏꯔꯤꯛ ꯑꯃꯥ ꯄꯥꯡꯊꯣꯀꯈꯤ꯫ --- ꯂꯃꯥꯏ ৯ ꯗꯥ: [618, 364, 736, 423]
story-1-text-a: ꯏꯝꯐꯥꯜ, ꯃꯥꯔꯆ ১৪ (ꯍꯨꯏꯌꯦꯟ ꯂꯥꯟꯄꯥꯎ) : ꯃꯅꯤꯄꯨꯔ ꯁꯔꯀꯥꯔꯅꯥ ꯃꯤꯌꯥꯝꯒꯤ ꯑꯣꯏꯅꯥ ꯊꯧꯔꯝ ꯀꯌꯥ ꯄꯥꯡꯊꯣꯛꯂꯤ꯫ ꯃꯁꯤꯒꯤ ꯃꯇꯨꯡ ꯏꯟꯅꯥ ꯃꯤꯁꯤꯡꯅꯥ ꯋꯥꯐꯝ ꯀꯌꯥ ꯂꯥꯎꯊꯣꯀꯈꯤ꯫ ꯀꯥꯡꯂꯨꯄꯀꯤ ꯃꯤꯁꯤꯡꯅꯥ ꯊꯧꯔꯝ ꯑꯁꯤ ꯄꯥꯡꯊꯣꯛꯅꯕꯥ ꯍꯣꯠꯅꯈꯤ꯫ ꯃꯅꯤꯄꯨꯔꯗꯥ ꯂꯩꯕꯥ ꯃꯤꯌꯥꯝꯅꯥ ꯃꯇꯦꯡ ꯄꯥꯡꯅꯕꯥ ꯋꯥꯔꯦꯞ ꯂꯧꯈꯤ꯫ ꯃꯁꯤꯒꯤ ꯃꯔꯃꯗꯥ ꯂꯥꯏꯔꯤꯛ ꯑꯃꯥ ꯄꯥꯡꯊꯣꯀꯈꯤ꯫ ꯃꯅꯤꯄꯨꯔ ꯁꯔꯀꯥꯔꯅꯥ ꯃꯤꯌꯥꯝꯒꯤ ꯑꯣꯏꯅꯥ ꯊꯧꯔꯝ ꯀꯌꯥ ꯄꯥꯡꯊꯣꯛꯂꯤ꯫ ꯃꯁꯤꯒꯤ ꯃꯇꯨꯡ ꯏꯟꯅꯥ ꯃꯤꯁꯤꯡꯅꯥ ꯋꯥꯐꯝ ꯀꯌꯥ ꯂꯥꯎꯊꯣꯀꯈꯤ꯫ ꯀꯥꯡꯂꯨꯄꯀꯤ ꯃꯤꯁꯤꯡꯅꯥ ꯊꯧꯔꯝ ꯑꯁꯤ ꯄꯥꯡꯊꯣꯛꯅꯕꯥ ꯍꯣꯠꯅꯈꯤ꯫ ꯃꯅꯤꯄꯨꯔꯗꯥ ꯂꯩꯕꯥ ꯃꯤꯌꯥꯝꯅꯥ ꯃꯇꯦꯡ ꯄꯥꯡꯅꯕꯥ ꯋꯥꯔꯦꯞ ꯂꯧꯈꯤ꯫ ꯃꯁꯤꯒꯤ ꯃꯔꯃꯗꯥ ꯂꯥꯏꯔꯤꯛ ꯑꯃꯥ ꯄꯥꯡꯊꯣꯀꯈꯤ꯫: [108, 256, 233, 365]
poll-title: HL Poll: [11, 876, 101, 886]
date-en: HUEIYEN LANPAO, Imphal, Wednesday, March 15, 2023: [224, 202, 409, 210]
hl-poll: [10, 875, 102, 1139]
poll-yes[interactable]: Yes: [30, 956, 40, 963]
teaser-5-link[interactable]: ☛ ꯂꯃꯥꯏ ৯: [496, 142, 532, 151]
story-2-text-b: ꯃꯅꯤꯄꯨꯔ ꯁꯔꯀꯥꯔꯅꯥ ꯃꯤꯌꯥꯝꯒꯤ ꯑꯣꯏꯅꯥ ꯊꯧꯔꯝ ꯀꯌꯥ ꯄꯥꯡꯊꯣꯛꯂꯤ꯫ ꯃꯁꯤꯒꯤ ꯃꯇꯨꯡ ꯏꯟꯅꯥ ꯃꯤꯁꯤꯡꯅꯥ ꯋꯥꯐꯝ ꯀꯌꯥ ꯂꯥꯎꯊꯣꯀꯈꯤ꯫ ꯀꯥꯡꯂꯨꯄꯀꯤ ꯃꯤꯁꯤꯡꯅꯥ ꯊꯧꯔꯝ ꯑꯁꯤ ꯄꯥꯡꯊꯣꯛꯅꯕꯥ ꯍꯣꯠꯅꯈꯤ꯫ ꯃꯅꯤꯄꯨꯔꯗꯥ ꯂꯩꯕꯥ ꯃꯤꯌꯥꯝꯅꯥ ꯃꯇꯦꯡ ꯄꯥꯡꯅꯕꯥ ꯋꯥꯔꯦꯞ ꯂꯧꯈꯤ꯫ ꯃꯁꯤꯒꯤ ꯃꯔꯃꯗꯥ ꯂꯥꯏꯔꯤꯛ ꯑꯃꯥ ꯄꯥꯡꯊꯣꯀꯈꯤ꯫: [496, 364, 614, 414]
front-photo-right: [584, 94, 736, 198]
headline-5: ꯀꯩ ꯃꯇꯝ ꯃꯇꯨꯡ ꯏꯟꯅꯥ ꯄꯤꯒꯅꯤ ꯁꯣꯏꯗꯅꯥ ꯂꯩꯒꯅꯤ ꯍꯥꯏꯕꯥ ꯋꯥꯐꯝ: [591, 517, 701, 539]
price: ₹ 3.00: [708, 203, 729, 210]
volume: Vol. XIV, Issue No. 317: [14, 202, 88, 210]
story-3-text: ꯃꯅꯤꯄꯨꯔ ꯁꯔꯀꯥꯔꯅꯥ ꯃꯤꯌꯥꯝꯒꯤ ꯑꯣꯏꯅꯥ ꯊꯧꯔꯝ ꯀꯌꯥ ꯄꯥꯡꯊꯣꯛꯂꯤ꯫ ꯃꯁꯤꯒꯤ ꯃꯇꯨꯡ ꯏꯟꯅꯥ ꯃꯤꯁꯤꯡꯅꯥ ꯋꯥꯐꯝ ꯀꯌꯥ ꯂꯥꯎꯊꯣꯀꯈꯤ꯫ ꯀꯥꯡꯂꯨꯄꯀꯤ ꯃꯤꯁꯤꯡꯅꯥ ꯊꯧꯔꯝ ꯑꯁꯤ ꯄꯥꯡꯊꯣꯛꯅꯕꯥ ꯍꯣꯠꯅꯈꯤ꯫ ꯃꯅꯤꯄꯨꯔꯗꯥ ꯂꯩꯕꯥ ꯃꯤꯌꯥꯝꯅꯥ ꯃꯇꯦꯡ ꯄꯥꯡꯅꯕꯥ ꯋꯥꯔꯦꯞ ꯂꯧꯈꯤ꯫ ꯃꯁꯤꯒꯤ ꯃꯔꯃꯗꯥ ꯂꯥꯏꯔꯤꯛ ꯑꯃꯥ ꯄꯥꯡꯊꯣꯀꯈꯤ꯫ --- ꯂꯃꯥꯏ ৯ ꯗꯥ: [108, 620, 278, 671]
right-panel-text-b: ꯃꯅꯤꯄꯨꯔ ꯁꯔꯀꯥꯔꯅꯥ ꯃꯤꯌꯥꯝꯒꯤ ꯑꯣꯏꯅꯥ ꯊꯧꯔꯝ ꯀꯌꯥ ꯄꯥꯡꯊꯣꯛꯂꯤ꯫ ꯃꯁꯤꯒꯤ ꯃꯇꯨꯡ ꯏꯟꯅꯥ ꯃꯤꯁꯤꯡꯅꯥ ꯋꯥꯐꯝ ꯀꯌꯥ ꯂꯥꯎꯊꯣꯀꯈꯤ꯫ ꯀꯥꯡꯂꯨꯄꯀꯤ ꯃꯤꯁꯤꯡꯅꯥ ꯊꯧꯔꯝ ꯑꯁꯤ ꯄꯥꯡꯊꯣꯛꯅꯕꯥ ꯍꯣꯠꯅꯈꯤ꯫ ꯃꯅꯤꯄꯨꯔꯗꯥ ꯂꯩꯕꯥ ꯃꯤꯌꯥꯝꯅꯥ ꯃꯇꯦꯡ ꯄꯥꯡꯅꯕꯥ ꯋꯥꯔꯦꯞ ꯂꯧꯈꯤ꯫ ꯃꯁꯤꯒꯤ ꯃꯔꯃꯗꯥ ꯂꯥꯏꯔꯤꯛ ꯑꯃꯥ ꯄꯥꯡꯊꯣꯀꯈꯤ꯫ ꯃꯅꯤꯄꯨꯔ ꯁꯔꯀꯥꯔꯅꯥ ꯃꯤꯌꯥꯝꯒꯤ ꯑꯣꯏꯅꯥ ꯊꯧꯔꯝ ꯀꯌꯥ ꯄꯥꯡꯊꯣꯛꯂꯤ꯫ ꯃꯁꯤꯒꯤ ꯃꯇꯨꯡ ꯏꯟꯅꯥ ꯃꯤꯁꯤꯡꯅꯥ ꯋꯥꯐꯝ ꯀꯌꯥ ꯂꯥꯎꯊꯣꯀꯈꯤ꯫ ꯀꯥꯡꯂꯨꯄꯀꯤ ꯃꯤꯁꯤꯡꯅꯥ ꯊꯧꯔꯝ ꯑꯁꯤ ꯄꯥꯡꯊꯣꯛꯅꯕꯥ ꯍꯣꯠꯅꯈꯤ꯫ ꯃꯅꯤꯄꯨꯔꯗꯥ ꯂꯩꯕꯥ ꯃꯤꯌꯥꯝꯅꯥ ꯃꯇꯦꯡ ꯄꯥꯡꯅꯕꯥ ꯋꯥꯔꯦꯞ ꯂꯧꯈꯤ꯫ ꯃꯁꯤꯒꯤ ꯃꯔꯃꯗꯥ ꯂꯥꯏꯔꯤꯛ ꯑꯃꯥ ꯄꯥꯡꯊꯣꯀꯈꯤ꯫ ꯃꯅꯤꯄꯨꯔ ꯁꯔꯀꯥꯔꯅꯥ ꯃꯤꯌꯥꯝꯒꯤ ꯑꯣꯏꯅꯥ ꯊꯧꯔꯝ ꯀꯌꯥ ꯄꯥꯡꯊꯣꯛꯂꯤ꯫ ꯃꯁꯤꯒꯤ ꯃꯇꯨꯡ ꯏꯟꯅꯥ ꯃꯤꯁꯤꯡꯅꯥ ꯋꯥꯐꯝ ꯀꯌꯥ ꯂꯥꯎꯊꯣꯀꯈꯤ꯫ ꯀꯥꯡꯂꯨꯄꯀꯤ ꯃꯤꯁꯤꯡꯅꯥ ꯊꯧꯔꯝ ꯑꯁꯤ ꯄꯥꯡꯊꯣꯛꯅꯕꯥ ꯍꯣꯠꯅꯈꯤ꯫ ꯃꯅꯤꯄꯨꯔꯗꯥ ꯂꯩꯕꯥ ꯃꯤꯌꯥꯝꯅꯥ ꯃꯇꯦꯡ ꯄꯥꯡꯅꯕꯥ ꯋꯥꯔꯦꯞ ꯂꯧꯈꯤ꯫ ꯃꯁꯤꯒꯤ ꯃꯔꯃꯗꯥ ꯂꯥꯏꯔꯤꯛ ꯑꯃꯥ ꯄꯥꯡꯊꯣꯀꯈꯤ꯫ ꯃꯅꯤꯄꯨꯔ ꯁꯔꯀꯥꯔꯅꯥ ꯃꯤꯌꯥꯝꯒꯤ ꯑꯣꯏꯅꯥ ꯊꯧꯔꯝ ꯀꯌꯥ ꯄꯥꯡꯊꯣꯛꯂꯤ꯫ ꯃꯁꯤꯒꯤ ꯃꯇꯨꯡ ꯏꯟꯅꯥ ꯃꯤꯁꯤꯡꯅꯥ ꯋꯥꯐꯝ ꯀꯌꯥ ꯂꯥꯎꯊꯣꯀꯈꯤ꯫ ꯀꯥꯡꯂꯨꯄꯀꯤ ꯃꯤꯁꯤꯡꯅꯥ ꯊꯧꯔꯝ ꯑꯁꯤ ꯄꯥꯡꯊꯣꯛꯅꯕꯥ ꯍꯣꯠꯅꯈꯤ꯫ ꯃꯅꯤꯄꯨꯔꯗꯥ ꯂꯩꯕꯥ ꯃꯤꯌꯥꯝꯅꯥ ꯃꯇꯦꯡ ꯄꯥꯡꯅꯕꯥ ꯋꯥꯔꯦꯞ ꯂꯧꯈꯤ꯫ ꯃꯁꯤꯒꯤ ꯃꯔꯃꯗꯥ ꯂꯥꯏꯔꯤꯛ ꯑꯃꯥ ꯄꯥꯡꯊꯣꯀꯈꯤ꯫ --- ꯂꯃꯥꯏ ৯ ꯗꯥ: [556, 878, 736, 1022]
name-box-1: ꯃꯅꯤꯄꯨꯔ ꯁꯔꯀꯥꯔ (ꯃꯅꯤꯄꯨꯔ): [556, 760, 736, 772]
headline-2: ꯑꯣ ꯀꯨꯃꯒꯤ ꯃꯅꯨꯡꯗꯥ ꯂꯩꯕꯥ ꯄ꯭ꯔꯣꯖꯦꯛꯇ ꯀꯌꯥ ꯃꯈꯣꯌꯅꯥ ꯂꯩꯇꯕꯅꯤ ꯍꯥꯏꯕꯥ ꯐꯣꯡꯗꯣꯀꯈꯤ : ꯃꯤꯅꯤꯁ꯭ꯇꯔ: [374, 218, 636, 250]
teaser-3: ꯁꯥꯏꯅ ꯍꯥꯏꯔꯤꯕꯥ ꯃꯇꯝ ꯑꯁꯤꯗꯥ ☛ ꯂꯃꯥꯏ ৯: [370, 140, 490, 160]
